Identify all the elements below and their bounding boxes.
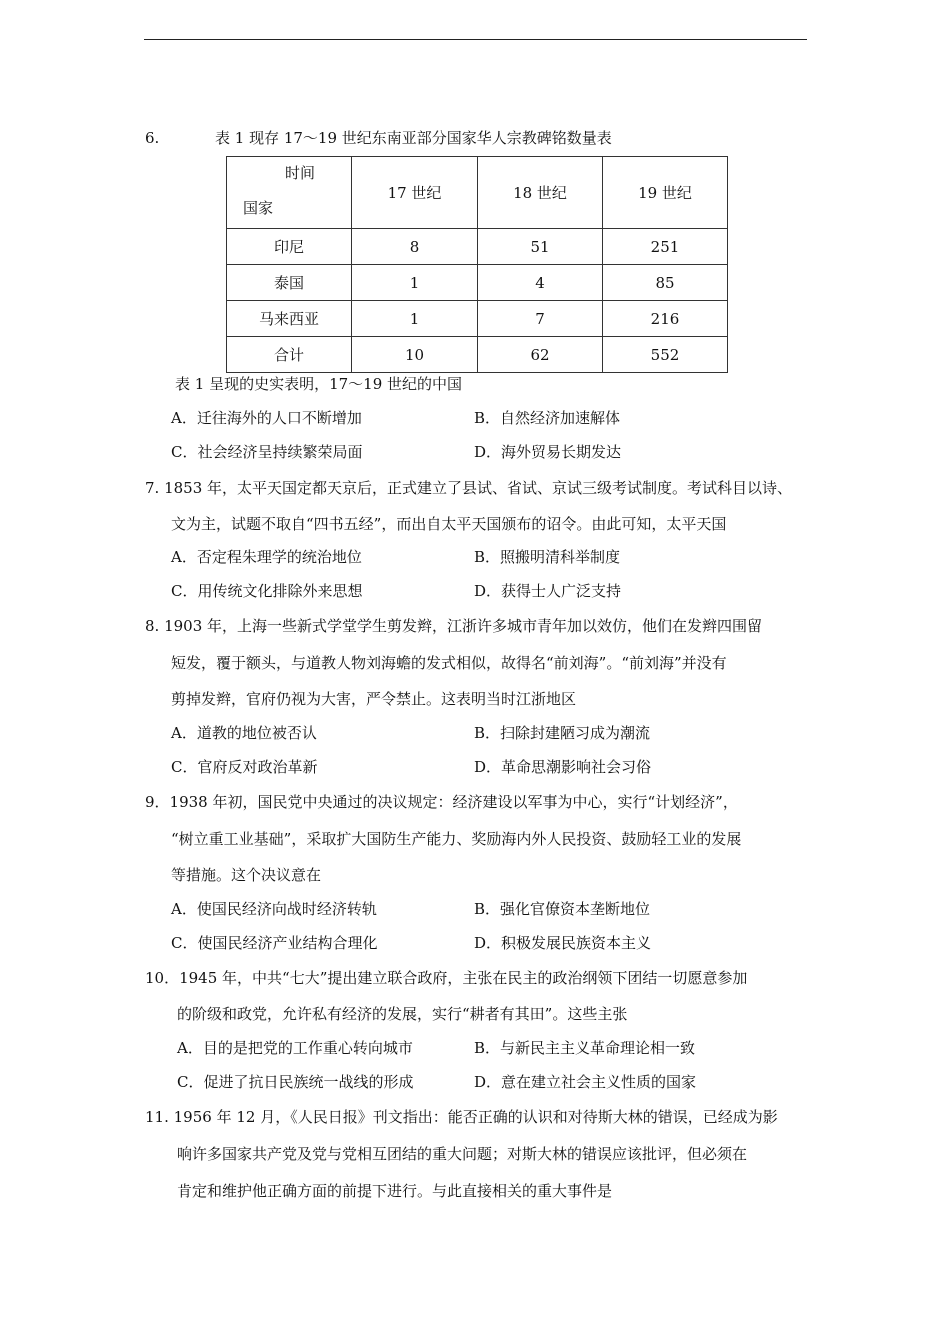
q9-option-d: D．积极发展民族资本主义 xyxy=(474,934,652,952)
country-cell: 泰国 xyxy=(227,265,352,301)
q8-option-d: D．革命思潮影响社会习俗 xyxy=(474,758,652,776)
q10-option-b: B．与新民主主义革命理论相一致 xyxy=(474,1039,696,1057)
q9-line-2: “树立重工业基础”，采取扩大国防生产能力、奖励海内外人民投资、鼓励轻工业的发展 xyxy=(171,830,742,848)
value-cell: 251 xyxy=(603,229,728,265)
country-cell: 马来西亚 xyxy=(227,301,352,337)
value-cell: 10 xyxy=(352,337,478,373)
q8-line-3: 剪掉发辫，官府仍视为大害，严令禁止。这表明当时江浙地区 xyxy=(171,690,577,708)
q10-option-d: D．意在建立社会主义性质的国家 xyxy=(474,1073,697,1091)
table-caption: 表 1 现存 17～19 世纪东南亚部分国家华人宗教碑铭数量表 xyxy=(215,129,612,147)
q8-line-2: 短发，覆于额头，与道教人物刘海蟾的发式相似，故得名“前刘海”。“前刘海”并没有 xyxy=(171,654,727,672)
q7-option-d: D．获得士人广泛支持 xyxy=(474,582,622,600)
q9-line-1: 9．1938 年初，国民党中央通过的决议规定：经济建设以军事为中心，实行“计划经济”， xyxy=(145,793,738,811)
table-row xyxy=(227,301,728,337)
q6-stem: 表 1 呈现的史实表明，17～19 世纪的中国 xyxy=(175,375,463,393)
q7-option-b: B．照搬明清科举制度 xyxy=(474,548,621,566)
value-cell: 7 xyxy=(478,301,603,337)
q10-option-c: C．促进了抗日民族统一战线的形成 xyxy=(177,1073,414,1091)
q8-option-b: B．扫除封建陋习成为潮流 xyxy=(474,724,651,742)
inscription-table xyxy=(226,156,728,373)
q8-option-a: A．道教的地位被否认 xyxy=(171,724,317,742)
q9-option-a: A．使国民经济向战时经济转轨 xyxy=(171,900,377,918)
q11-line-1: 11. 1956 年 12 月，《人民日报》刊文指出：能否正确的认识和对待斯大林的错误，已经成为影 xyxy=(145,1108,778,1126)
q6-option-b: B．自然经济加速解体 xyxy=(474,409,621,427)
value-cell: 62 xyxy=(478,337,603,373)
corner-time-label: 时间 xyxy=(285,164,316,182)
q9-line-3: 等措施。这个决议意在 xyxy=(171,866,322,884)
q8-option-c: C．官府反对政治革新 xyxy=(171,758,318,776)
table-header-row xyxy=(227,157,728,229)
value-cell: 85 xyxy=(603,265,728,301)
q6-option-a: A．迁往海外的人口不断增加 xyxy=(171,409,362,427)
table-row xyxy=(227,265,728,301)
table-row xyxy=(227,229,728,265)
header-rule xyxy=(144,39,807,40)
column-header: 17 世纪 xyxy=(352,157,478,229)
column-header: 18 世纪 xyxy=(478,157,603,229)
value-cell: 8 xyxy=(352,229,478,265)
value-cell: 1 xyxy=(352,265,478,301)
q10-line-1: 10．1945 年，中共“七大”提出建立联合政府，主张在民主的政治纲领下团结一切愿意参加 xyxy=(145,969,748,987)
value-cell: 216 xyxy=(603,301,728,337)
value-cell: 51 xyxy=(478,229,603,265)
q9-option-c: C．使国民经济产业结构合理化 xyxy=(171,934,378,952)
table-row-total xyxy=(227,337,728,373)
value-cell: 4 xyxy=(478,265,603,301)
corner-cell xyxy=(227,157,352,229)
q11-line-2: 响许多国家共产党及党与党相互团结的重大问题；对斯大林的错误应该批评，但必须在 xyxy=(177,1145,748,1163)
q8-line-1: 8. 1903 年，上海一些新式学堂学生剪发辫，江浙许多城市青年加以效仿，他们在发辫四围留 xyxy=(145,617,763,635)
q7-option-c: C．用传统文化排除外来思想 xyxy=(171,582,363,600)
q9-option-b: B．强化官僚资本垄断地位 xyxy=(474,900,651,918)
column-header: 19 世纪 xyxy=(603,157,728,229)
q7-line-1: 7. 1853 年，太平天国定都天京后，正式建立了县试、省试、京试三级考试制度。考试科目以诗、 xyxy=(145,479,793,497)
q11-line-3: 肯定和维护他正确方面的前提下进行。与此直接相关的重大事件是 xyxy=(177,1182,613,1200)
q6-option-d: D．海外贸易长期发达 xyxy=(474,443,622,461)
corner-country-label: 国家 xyxy=(243,199,274,217)
country-cell: 印尼 xyxy=(227,229,352,265)
country-cell: 合计 xyxy=(227,337,352,373)
q7-option-a: A．否定程朱理学的统治地位 xyxy=(171,548,362,566)
q6-number: 6. xyxy=(145,129,160,147)
q10-option-a: A．目的是把党的工作重心转向城市 xyxy=(177,1039,413,1057)
q6-option-c: C．社会经济呈持续繁荣局面 xyxy=(171,443,363,461)
value-cell: 552 xyxy=(603,337,728,373)
value-cell: 1 xyxy=(352,301,478,337)
q7-line-2: 文为主，试题不取自“四书五经”，而出自太平天国颁布的诏令。由此可知，太平天国 xyxy=(171,515,727,533)
q10-line-2: 的阶级和政党，允许私有经济的发展，实行“耕者有其田”。这些主张 xyxy=(177,1005,628,1023)
